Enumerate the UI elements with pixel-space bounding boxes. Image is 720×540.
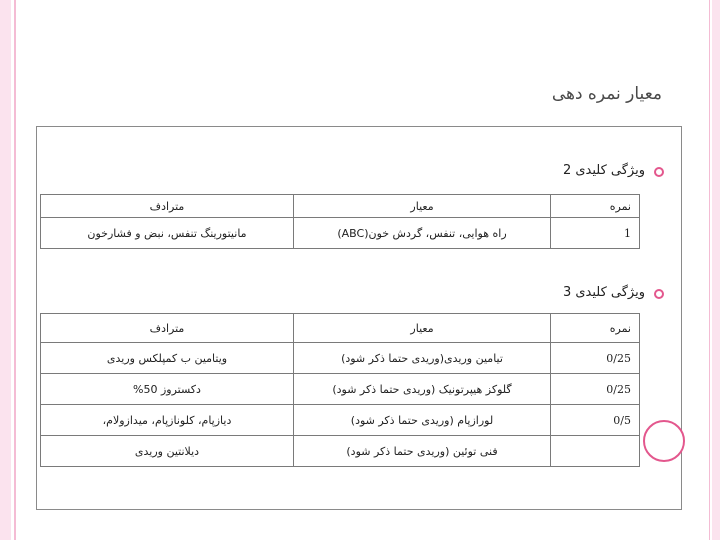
synonym-cell: دکستروز 50%: [41, 374, 294, 405]
header-synonym: مترادف: [41, 195, 294, 218]
right-decor-line: [709, 0, 710, 540]
meaning-cell: گلوکز هیپرتونیک (وریدی حتما ذکر شود): [294, 374, 551, 405]
score-cell: 1: [551, 218, 640, 249]
header-score: نمره: [551, 195, 640, 218]
decorative-circle: [643, 420, 685, 462]
score-cell: 0/25: [551, 374, 640, 405]
criteria-table-1: [40, 194, 640, 249]
table-header-row: [41, 195, 640, 218]
score-cell: 0/25: [551, 343, 640, 374]
table-row: [41, 374, 640, 405]
synonym-cell: ویتامین ب کمپلکس وریدی: [41, 343, 294, 374]
synonym-cell: دیلانتین وریدی: [41, 436, 294, 467]
bullet-icon: [654, 289, 664, 299]
header-meaning: معیار: [294, 195, 551, 218]
table-header-row: [41, 314, 640, 343]
meaning-cell: لورازپام (وریدی حتما ذکر شود): [294, 405, 551, 436]
left-decor-line: [14, 0, 16, 540]
section2-heading: ویژگی کلیدی 3: [562, 285, 645, 300]
table-row: [41, 218, 640, 249]
score-cell: [551, 436, 640, 467]
header-score: نمره: [551, 314, 640, 343]
table-row: [41, 343, 640, 374]
section1-heading: ویژگی کلیدی 2: [562, 163, 645, 178]
meaning-cell: راه هوایی، تنفس، گردش خون(ABC): [294, 218, 551, 249]
table-row: [41, 405, 640, 436]
bullet-icon: [654, 167, 664, 177]
left-decor-stripe: [0, 0, 11, 540]
synonym-cell: دیازپام، کلونازپام، میدازولام،: [41, 405, 294, 436]
header-meaning: معیار: [294, 314, 551, 343]
right-decor-stripe: [712, 0, 720, 540]
score-cell: 0/5: [551, 405, 640, 436]
criteria-table-2: [40, 313, 640, 467]
slide-title: معیار نمره دهی: [551, 84, 662, 104]
meaning-cell: فنی توئین (وریدی حتما ذکر شود): [294, 436, 551, 467]
table-row: [41, 436, 640, 467]
meaning-cell: تیامین وریدی(وریدی حتما ذکر شود): [294, 343, 551, 374]
header-synonym: مترادف: [41, 314, 294, 343]
synonym-cell: مانیتورینگ تنفس، نبض و فشارخون: [41, 218, 294, 249]
